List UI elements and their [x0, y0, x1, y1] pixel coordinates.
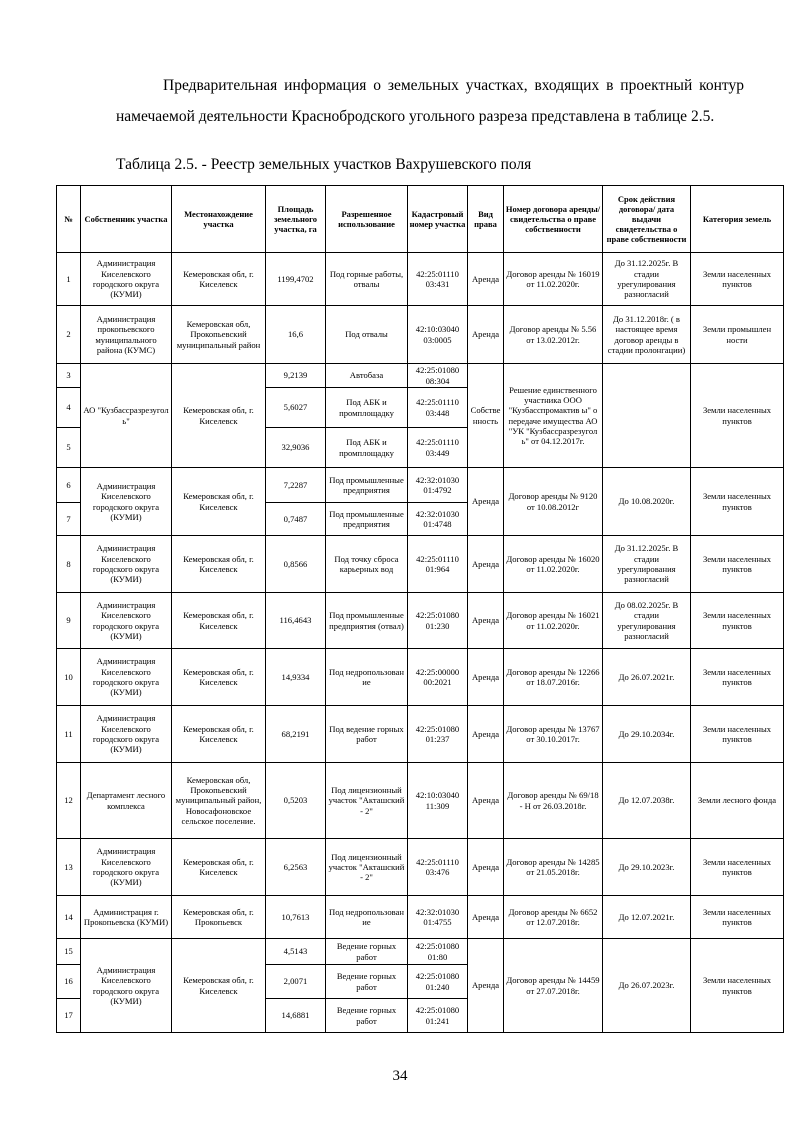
intro-paragraph	[116, 70, 744, 132]
cell-right: Аренда	[468, 706, 504, 763]
cell-category: Земли населенных пунктов	[691, 364, 784, 468]
cell-right: Аренда	[468, 306, 504, 364]
table-header-row	[57, 186, 784, 253]
cell-term: До 26.07.2023г.	[603, 939, 691, 1033]
cell-contract: Договор аренды № 14459 от 27.07.2018г.	[504, 939, 603, 1033]
page-number: 34	[392, 1068, 408, 1084]
cell-contract: Договор аренды № 5.56 от 13.02.2012г.	[504, 306, 603, 364]
cell-cadastral: 42:25:00000 00:2021	[408, 649, 468, 706]
cell-number: 13	[57, 839, 81, 896]
cell-location: Кемеровская обл, г. Киселевск	[172, 536, 266, 593]
cell-area: 10,7613	[266, 896, 326, 939]
cell-number: 14	[57, 896, 81, 939]
cell-use: Под лицензионный участок "Акташский - 2"	[326, 763, 408, 839]
cell-category: Земли лесного фонда	[691, 763, 784, 839]
cell-area: 14,9334	[266, 649, 326, 706]
cell-term: До 31.12.2025г. В стадии урегулирования разногласий	[603, 536, 691, 593]
cell-cadastral: 42:10:03040 11:309	[408, 763, 468, 839]
cell-use: Под отвалы	[326, 306, 408, 364]
header-location: Местонахождение участка	[172, 186, 266, 253]
cell-term: До 08.02.2025г. В стадии урегулирования разногласий	[603, 593, 691, 649]
cell-location: Кемеровская обл, г. Киселевск	[172, 593, 266, 649]
cell-owner: Департамент лесного комплекса	[81, 763, 172, 839]
cell-use: Под АБК и промплощадку	[326, 388, 408, 428]
cell-cadastral: 42:25:01080 08:304	[408, 364, 468, 388]
cell-area: 5,6027	[266, 388, 326, 428]
cell-right: Аренда	[468, 939, 504, 1033]
cell-right: Аренда	[468, 763, 504, 839]
cell-right: Аренда	[468, 839, 504, 896]
cell-term: До 29.10.2023г.	[603, 839, 691, 896]
cell-right: Аренда	[468, 536, 504, 593]
cell-contract: Договор аренды № 6652 от 12.07.2018г.	[504, 896, 603, 939]
cell-right: Аренда	[468, 468, 504, 536]
cell-area: 1199,4702	[266, 253, 326, 306]
cell-number: 3	[57, 364, 81, 388]
cell-use: Под промышленные предприятия (отвал)	[326, 593, 408, 649]
cell-cadastral: 42:10:03040 03:0005	[408, 306, 468, 364]
cell-use: Под промышленные предприятия	[326, 503, 408, 536]
cell-location: Кемеровская обл, г. Киселевск	[172, 253, 266, 306]
cell-cadastral: 42:25:01080 01:240	[408, 965, 468, 999]
cell-cadastral: 42:25:01080 01:230	[408, 593, 468, 649]
cell-category: Земли населенных пунктов	[691, 939, 784, 1033]
cell-term: До 12.07.2021г.	[603, 896, 691, 939]
cell-location: Кемеровская обл, г. Киселевск	[172, 649, 266, 706]
cell-owner: Администрация Киселевского городского округа (КУМИ)	[81, 939, 172, 1033]
cell-area: 0,7487	[266, 503, 326, 536]
cell-cadastral: 42:32:01030 01:4755	[408, 896, 468, 939]
cell-location: Кемеровская обл, г. Прокопьевск	[172, 896, 266, 939]
cell-use: Ведение горных работ	[326, 999, 408, 1033]
cell-number: 1	[57, 253, 81, 306]
cell-owner: Администрация Киселевского городского округа (КУМИ)	[81, 593, 172, 649]
cell-use: Ведение горных работ	[326, 939, 408, 965]
cell-location: Кемеровская обл, г. Киселевск	[172, 939, 266, 1033]
cell-contract: Договор аренды № 13767 от 30.10.2017г.	[504, 706, 603, 763]
cell-contract: Решение единственного участника ООО "Кузбасспромактив ы" о передаче имущества АО "УК "Кузбассразрезугол ь" от 04.12.2017г.	[504, 364, 603, 468]
cell-use: Под лицензионный участок "Акташский - 2"	[326, 839, 408, 896]
cell-area: 0,8566	[266, 536, 326, 593]
cell-owner: Администрация Киселевского городского округа (КУМИ)	[81, 536, 172, 593]
cell-number: 15	[57, 939, 81, 965]
cell-location: Кемеровская обл, г. Киселевск	[172, 706, 266, 763]
table-row	[57, 306, 784, 364]
cell-cadastral: 42:25:01110 01:964	[408, 536, 468, 593]
cell-area: 116,4643	[266, 593, 326, 649]
cell-area: 68,2191	[266, 706, 326, 763]
cell-area: 32,9036	[266, 428, 326, 468]
table-row	[57, 763, 784, 839]
header-contract-number: Номер договора аренды/ свидетельства о праве собственности	[504, 186, 603, 253]
cell-number: 8	[57, 536, 81, 593]
cell-cadastral: 42:25:01110 03:448	[408, 388, 468, 428]
header-area: Площадь земельного участка, га	[266, 186, 326, 253]
cell-cadastral: 42:32:01030 01:4792	[408, 468, 468, 503]
cell-location: Кемеровская обл, Прокопьевский муниципальный район	[172, 306, 266, 364]
cell-contract: Договор аренды № 16020 от 11.02.2020г.	[504, 536, 603, 593]
header-permitted-use: Разрешенное использование	[326, 186, 408, 253]
cell-location: Кемеровская обл, г. Киселевск	[172, 839, 266, 896]
cell-area: 4,5143	[266, 939, 326, 965]
table-row	[57, 253, 784, 306]
cell-area: 9,2139	[266, 364, 326, 388]
cell-area: 7,2287	[266, 468, 326, 503]
cell-category: Земли населенных пунктов	[691, 649, 784, 706]
cell-number: 16	[57, 965, 81, 999]
cell-number: 12	[57, 763, 81, 839]
header-cadastral-number: Кадастровый номер участка	[408, 186, 468, 253]
cell-use: Под промышленные предприятия	[326, 468, 408, 503]
cell-owner: Администрация прокопьевского муниципального района (КУМС)	[81, 306, 172, 364]
cell-category: Земли населенных пунктов	[691, 706, 784, 763]
cell-term: До 31.12.2018г. ( в настоящее время договор аренды в стадии пролонгации)	[603, 306, 691, 364]
header-land-category: Категория земель	[691, 186, 784, 253]
cell-category: Земли населенных пунктов	[691, 536, 784, 593]
cell-number: 5	[57, 428, 81, 468]
intro-text: Предварительная информация о земельных участках, входящих в проектный контур намечаемой деятельности Краснобродского угольного разреза представлена в таблице 2.5.	[116, 77, 744, 125]
cell-contract: Договор аренды № 12266 от 18.07.2016г.	[504, 649, 603, 706]
cell-term: До 31.12.2025г. В стадии урегулирования разногласий	[603, 253, 691, 306]
table-row	[57, 706, 784, 763]
cell-use: Под недропользован ие	[326, 896, 408, 939]
cell-owner: АО "Кузбассразрезугол ь"	[81, 364, 172, 468]
cell-cadastral: 42:25:01080 01:237	[408, 706, 468, 763]
cell-cadastral: 42:32:01030 01:4748	[408, 503, 468, 536]
cell-contract: Договор аренды № 16019 от 11.02.2020г.	[504, 253, 603, 306]
table-row	[57, 939, 784, 965]
cell-category: Земли населенных пунктов	[691, 896, 784, 939]
cell-category: Земли населенных пунктов	[691, 839, 784, 896]
table-row	[57, 649, 784, 706]
table-row	[57, 468, 784, 503]
cell-contract: Договор аренды № 14285 от 21.05.2018г.	[504, 839, 603, 896]
header-number: №	[57, 186, 81, 253]
cell-category: Земли населенных пунктов	[691, 253, 784, 306]
cell-right: Аренда	[468, 593, 504, 649]
table-caption: Таблица 2.5. - Реестр земельных участков Вахрушевского поля	[116, 156, 532, 173]
cell-owner: Администрация Киселевского городского округа (КУМИ)	[81, 253, 172, 306]
cell-term: До 29.10.2034г.	[603, 706, 691, 763]
cell-location: Кемеровская обл, Прокопьевский муниципальный район, Новосафоновское сельское поселение.	[172, 763, 266, 839]
cell-term: До 26.07.2021г.	[603, 649, 691, 706]
cell-use: Автобаза	[326, 364, 408, 388]
cell-use: Под АБК и промплощадку	[326, 428, 408, 468]
cell-owner: Администрация Киселевского городского округа (КУМИ)	[81, 468, 172, 536]
cell-location: Кемеровская обл, г. Киселевск	[172, 468, 266, 536]
cell-number: 11	[57, 706, 81, 763]
header-owner: Собственник участка	[81, 186, 172, 253]
cell-use: Под недропользован ие	[326, 649, 408, 706]
table-row	[57, 536, 784, 593]
cell-right: Аренда	[468, 649, 504, 706]
table-row	[57, 364, 784, 388]
table-row	[57, 593, 784, 649]
cell-term: До 12.07.2038г.	[603, 763, 691, 839]
cell-number: 10	[57, 649, 81, 706]
table-row	[57, 839, 784, 896]
cell-category: Земли населенных пунктов	[691, 593, 784, 649]
cell-number: 2	[57, 306, 81, 364]
cell-number: 6	[57, 468, 81, 503]
cell-owner: Администрация Киселевского городского округа (КУМИ)	[81, 649, 172, 706]
cell-area: 6,2563	[266, 839, 326, 896]
cell-area: 14,6881	[266, 999, 326, 1033]
cell-contract: Договор аренды № 16021 от 11.02.2020г.	[504, 593, 603, 649]
cell-owner: Администрация Киселевского городского округа (КУМИ)	[81, 839, 172, 896]
cell-cadastral: 42:25:01080 01:80	[408, 939, 468, 965]
cell-number: 17	[57, 999, 81, 1033]
table-row	[57, 896, 784, 939]
cell-category: Земли промышлен ности	[691, 306, 784, 364]
cell-area: 2,0071	[266, 965, 326, 999]
cell-area: 0,5203	[266, 763, 326, 839]
cell-term	[603, 364, 691, 468]
cell-use: Под ведение горных работ	[326, 706, 408, 763]
cell-number: 7	[57, 503, 81, 536]
cell-cadastral: 42:25:01110 03:449	[408, 428, 468, 468]
cell-number: 4	[57, 388, 81, 428]
cell-use: Под точку сброса карьерных вод	[326, 536, 408, 593]
cell-location: Кемеровская обл, г. Киселевск	[172, 364, 266, 468]
cell-use: Ведение горных работ	[326, 965, 408, 999]
cell-right: Собстве нность	[468, 364, 504, 468]
header-term: Срок действия договора/ дата выдачи свидетельства о праве собственности	[603, 186, 691, 253]
land-registry-table	[56, 185, 784, 1033]
cell-term: До 10.08.2020г.	[603, 468, 691, 536]
cell-owner: Администрация Киселевского городского округа (КУМИ)	[81, 706, 172, 763]
cell-use: Под горные работы, отвалы	[326, 253, 408, 306]
cell-contract: Договор аренды № 69/18 - Н от 26.03.2018г.	[504, 763, 603, 839]
cell-number: 9	[57, 593, 81, 649]
cell-cadastral: 42:25:01080 01:241	[408, 999, 468, 1033]
cell-right: Аренда	[468, 253, 504, 306]
header-right-type: Вид права	[468, 186, 504, 253]
cell-area: 16,6	[266, 306, 326, 364]
cell-category: Земли населенных пунктов	[691, 468, 784, 536]
cell-cadastral: 42:25:01110 03:476	[408, 839, 468, 896]
cell-right: Аренда	[468, 896, 504, 939]
cell-cadastral: 42:25:01110 03:431	[408, 253, 468, 306]
cell-owner: Администрация г. Прокопьевска (КУМИ)	[81, 896, 172, 939]
cell-contract: Договор аренды № 9120 от 10.08.2012г	[504, 468, 603, 536]
